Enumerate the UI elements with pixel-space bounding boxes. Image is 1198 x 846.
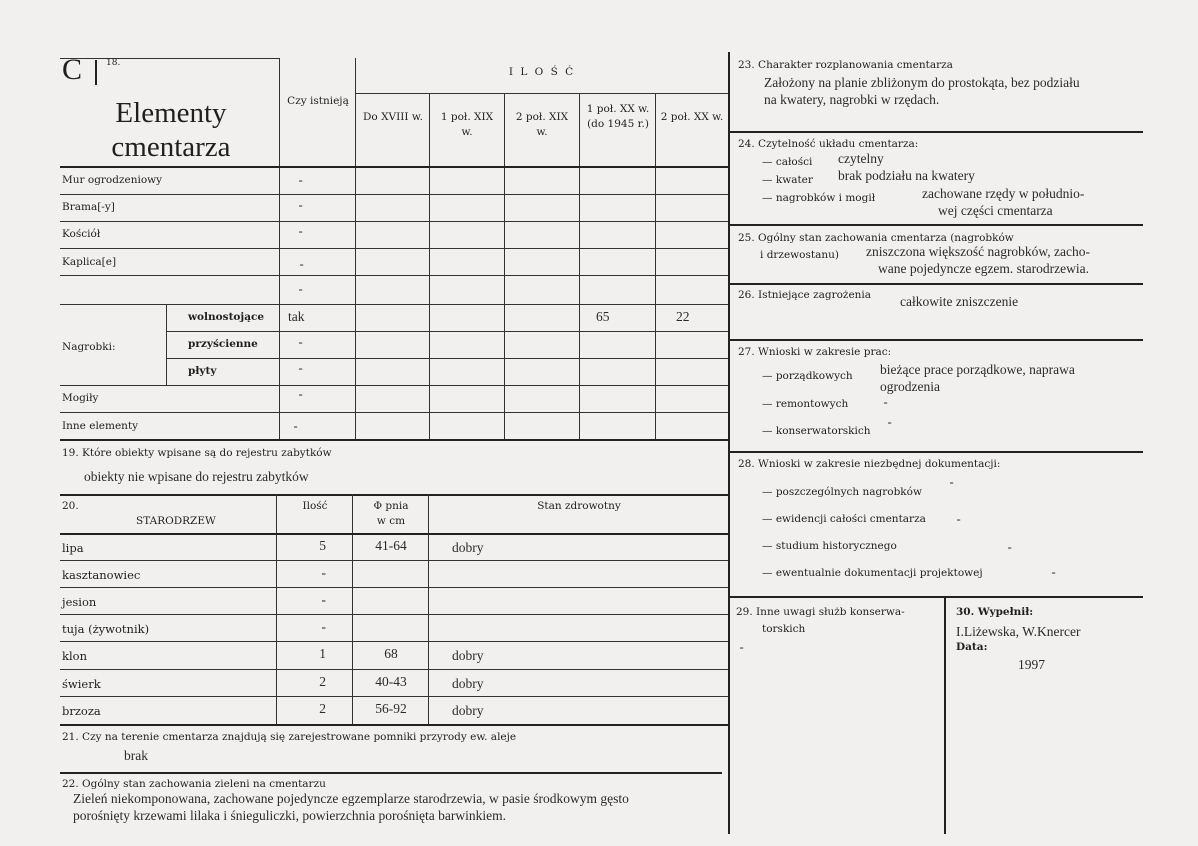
f28-label: 28. Wnioski w zakresie niezbędnej dokumentacji: [738,458,1001,470]
tree-condition: dobry [452,648,484,663]
grid-line [60,58,280,59]
grid-line [944,597,946,834]
grid-line [60,587,728,588]
f24-calosci-value: czytelny [838,151,884,166]
field-number: 18. [106,58,121,68]
tree-name: tuja (żywotnik) [62,622,150,636]
f30-data-label: Data: [956,641,988,653]
f27-porz-value2: ogrodzenia [880,379,940,394]
f23-line2: na kwatery, nagrobki w rzędach. [764,92,940,107]
grid-line [60,641,728,642]
tree-qty: 5 [319,538,326,553]
tree-qty: 2 [319,701,326,716]
tree-diameter: 41-64 [375,538,407,553]
f28-item: — poszczególnych nagrobków [762,486,922,498]
tree-qty: 1 [319,646,326,661]
nagrobki-count-p4: 65 [596,309,610,324]
f29-label2: torskich [762,623,806,635]
grid-line [655,93,656,439]
tree-qty: - [321,619,326,634]
section-title-line1: Elementy [115,97,227,129]
grid-line [352,494,353,724]
f27-kons-value: - [886,416,894,430]
tree-condition: dobry [452,540,484,555]
f26-label: 26. Istniejące zagrożenia [738,289,872,301]
row-label: Inne elementy [62,420,139,432]
row-label: Kościół [62,228,101,240]
grid-line [60,248,728,249]
grid-line [60,533,728,535]
row-exists: - [298,258,306,272]
nagrobki-type: przyścienne [188,338,258,350]
grid-line [579,93,580,439]
tree-qty: - [321,592,326,607]
f21-value: brak [124,748,148,763]
col-period-4: 1 poł. XX w. (do 1945 r.) [586,103,650,130]
f29-label1: 29. Inne uwagi służb konserwa- [736,606,905,618]
row-exists: - [297,174,305,188]
tree-name: brzoza [62,704,101,718]
col-period-1: Do XVIII w. [363,111,423,123]
nagrobki-exists: tak [288,309,305,324]
f20-col-pnia-unit: w cm [376,515,406,527]
f19-label: 19. Które obiekty wpisane są do rejestru zabytków [62,447,332,459]
f28-item-value: - [948,476,956,490]
grid-line [60,275,728,276]
col-czy-istnieja: Czy istnieją [287,95,349,107]
f24-calosci: — całości [762,156,813,168]
row-exists: - [297,225,305,239]
grid-line [60,385,728,386]
f28-item: — ewentualnie dokumentacji projektowej [762,567,983,579]
grid-line [730,451,1143,453]
f29-value: - [738,641,746,655]
grid-line [730,283,1143,285]
grid-line [60,304,728,305]
f27-porz-value1: bieżące prace porządkowe, naprawa [880,362,1075,377]
grid-line [730,224,1143,226]
tree-name: klon [62,649,87,663]
f24-nagrobkow: — nagrobków i mogił [762,192,876,204]
section-title-line2: cmentarza [111,131,231,163]
row-label: Brama[-y] [62,201,115,213]
grid-line [355,93,728,94]
tree-diameter: 68 [384,646,398,661]
grid-line [730,339,1143,341]
nagrobki-count-p5: 22 [676,309,690,324]
f22-line2: porośnięty krzewami lilaka i śnieguliczki, powierzchnia porośnięta barwinkiem. [73,808,506,823]
col-period-3: 2 poł. XIX w. [515,111,569,138]
tree-qty: 2 [319,674,326,689]
f24-kwater-value: brak podziału na kwatery [838,168,975,183]
f30-who: I.Liżewska, W.Knercer [956,624,1081,639]
nagrobki-type: płyty [188,365,217,377]
f27-porz: — porządkowych [762,370,853,382]
grid-line [166,331,728,332]
tree-diameter: 56-92 [375,701,407,716]
grid-line [60,494,728,496]
grid-line [730,131,1143,133]
f28-item-value: - [955,513,963,527]
f28-item-value: - [1006,541,1014,555]
row-exists: - [297,283,305,297]
f25-value2: wane pojedyncze egzem. starodrzewia. [878,261,1090,276]
grid-line [166,358,728,359]
f28-item: — ewidencji całości cmentarza [762,513,926,525]
f20-title: STARODRZEW [136,515,216,527]
nagrobki-type: wolnostojące [188,311,265,323]
card-letter-bar [95,60,97,85]
grid-line [166,304,167,385]
grid-line [429,93,430,439]
f21-label: 21. Czy na terenie cmentarza znajdują się zarejestrowane pomniki przyrody ew. aleje [62,731,517,743]
grid-line [60,194,728,195]
grid-line [60,772,722,774]
f27-kons: — konserwatorskich [762,425,871,437]
row-exists: - [292,420,300,434]
grid-line [60,696,728,697]
f24-nagrobkow-value1: zachowane rzędy w południo- [922,186,1085,201]
nagrobki-exists: - [297,362,305,376]
tree-diameter: 40-43 [375,674,407,689]
tree-condition: dobry [452,703,484,718]
f27-rem: — remontowych [762,398,849,410]
f24-nagrobkow-value2: wej części cmentarza [938,203,1053,218]
grid-line [60,439,728,441]
grid-line [730,596,1143,598]
f22-line1: Zieleń niekomponowana, zachowane pojedyncze egzemplarze starodrzewia, w pasie środkowym gęsto [73,791,629,806]
f26-value: całkowite zniszczenie [900,294,1019,309]
col-period-5: 2 poł. XX w. [660,111,724,123]
f22-label: 22. Ogólny stan zachowania zieleni na cmentarzu [62,778,326,790]
f30-date: 1997 [1018,657,1045,672]
tree-name: świerk [62,677,101,691]
grid-line [60,724,728,726]
f25-value1: zniszczona większość nagrobków, zacho- [866,244,1091,259]
f23-line1: Założony na planie zbliżonym do prostokąta, bez podziału [764,75,1080,90]
row-label: Kaplica[e] [62,256,117,268]
f25-label2: i drzewostanu) [760,249,839,261]
f28-item-value: - [1050,566,1058,580]
f28-item: — studium historycznego [762,540,897,552]
tree-name: kasztanowiec [62,568,141,582]
grid-line [276,494,277,724]
f20-no: 20. [62,500,79,512]
f20-col-ilosc: Ilość [302,500,328,512]
f25-label1: 25. Ogólny stan zachowania cmentarza (nagrobków [738,232,1014,244]
card-letter: C [62,53,83,86]
grid-line [428,494,429,724]
tree-name: lipa [62,541,84,555]
grid-line [60,560,728,561]
grid-line [60,614,728,615]
f20-col-stan: Stan zdrowotny [537,500,621,512]
f27-label: 27. Wnioski w zakresie prac: [738,346,892,358]
f20-col-pnia: Φ pnia [373,500,409,512]
nagrobki-exists: - [297,336,305,350]
grid-line [60,166,728,168]
row-exists: - [297,388,305,402]
row-exists: - [297,199,305,213]
f19-value: obiekty nie wpisane do rejestru zabytków [84,469,309,484]
tree-qty: - [321,565,326,580]
row-label: Mogiły [62,392,99,404]
nagrobki-label: Nagrobki: [62,341,116,353]
f23-label: 23. Charakter rozplanowania cmentarza [738,59,953,71]
tree-condition: dobry [452,676,484,691]
tree-name: jesion [62,595,97,609]
f27-rem-value: - [882,396,890,410]
center-divider [728,52,730,834]
f24-kwater: — kwater [762,174,813,186]
f24-label: 24. Czytelność układu cmentarza: [738,138,919,150]
col-ilosc: I L O Ś Ć [508,66,576,78]
grid-line [60,412,728,413]
f30-label: 30. Wypełnił: [956,606,1034,618]
grid-line [60,221,728,222]
col-period-2: 1 poł. XIX w. [440,111,494,138]
grid-line [60,669,728,670]
grid-line [504,93,505,439]
row-label: Mur ogrodzeniowy [62,174,163,186]
